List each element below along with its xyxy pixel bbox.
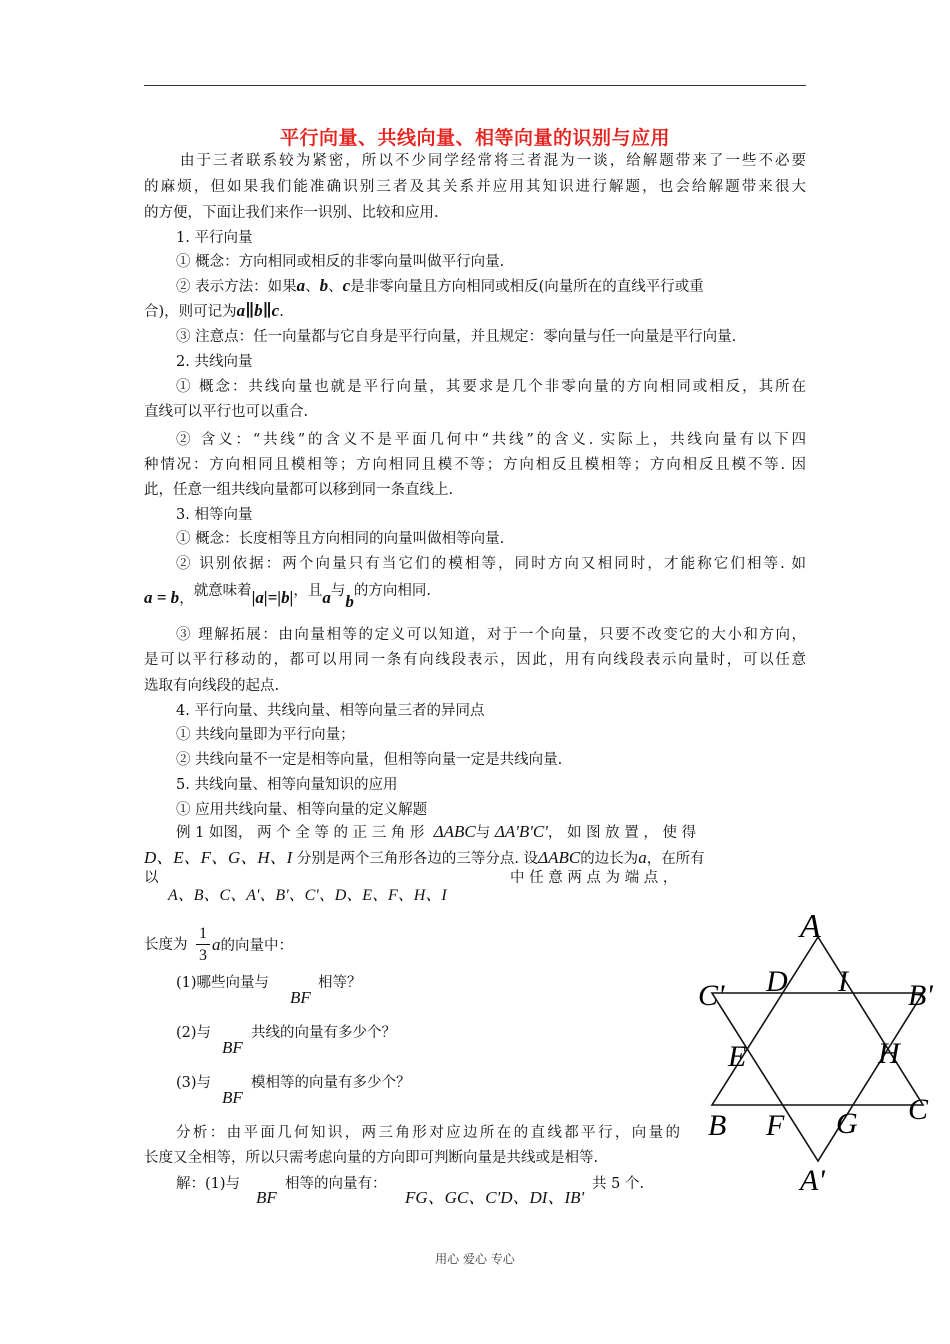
section-2-meaning-b: 种情况：方向相同且模相等；方向相同且模不等；方向相反且模相等；方向相反且模不等. 因 — [144, 457, 806, 473]
comma: ， — [179, 591, 194, 607]
question-1-text-b: 相等？ — [318, 975, 362, 991]
section-1-note: ③ 注意点：任一向量都与它自身是平行向量，并且规定：零向量与任一向量是平行向量. — [176, 329, 737, 345]
label-f: F — [766, 1109, 785, 1142]
example-text-f: 以 — [144, 870, 159, 886]
vector-c: c — [342, 276, 351, 295]
section-2-heading: 2. 共线向量 — [176, 354, 253, 370]
example-text-d: 的边长为 — [580, 851, 639, 867]
example-text-g: 中 任 意 两 点 为 端 点 ， — [510, 870, 678, 886]
solution-text-b: 相等的向量有： — [285, 1176, 387, 1192]
same-direction-text: 的方向相同. — [353, 583, 431, 599]
header-rule — [144, 85, 806, 86]
label-b: B — [708, 1109, 727, 1142]
all-points-list — [168, 884, 447, 908]
section-4-point-2: ② 共线向量不一定是相等向量，但相等向量一定是共线向量. — [176, 752, 563, 768]
question-2-vector: BF — [222, 1038, 243, 1057]
solution-vector: BF — [256, 1188, 277, 1207]
section-4-point-1: ① 共线向量即为平行向量； — [176, 727, 355, 743]
means-text: 就意味着 — [193, 583, 252, 599]
separator: 、 — [305, 279, 320, 295]
section-2-concept-b: 直线可以平行也可以重合. — [144, 404, 309, 420]
example-text-b: ， 如 图 放 置 ， 使 得 — [547, 825, 697, 841]
notation-text-c: 合)，则可记为 — [144, 304, 237, 320]
and-text: ，且 — [293, 583, 323, 599]
length-line — [212, 933, 293, 958]
label-h: H — [878, 1037, 900, 1070]
question-1-text-a: (1)哪些向量与 — [176, 975, 270, 991]
side-length: a — [638, 848, 647, 867]
all-points-text: A、B、C、A'、B'、C'、D、E、F、H、I — [168, 887, 447, 904]
analysis-line-1: 分析：由平面几何知识，两三角形对应边所在的直线都平行，向量的 — [176, 1125, 680, 1141]
question-2-text-b: 共线的向量有多少个？ — [251, 1025, 396, 1041]
intro-line-2: 的麻烦，但如果我们能准确识别三者及其关系并应用其知识进行解题，也会给解题带来很大 — [144, 179, 806, 195]
separator: 、 — [328, 279, 343, 295]
section-5-sub: ① 应用共线向量、相等向量的定义解题 — [176, 802, 428, 818]
with-text: 与 — [475, 825, 491, 841]
section-1-concept: ① 概念：方向相同或相反的非零向量叫做平行向量. — [176, 254, 505, 270]
label-e: E — [728, 1040, 747, 1073]
notation-end: . — [279, 304, 284, 320]
section-1-heading: 1. 平行向量 — [176, 230, 253, 246]
solution-text-a: 解：(1)与 — [176, 1176, 241, 1192]
section-2-meaning-a: ② 含义：“共线”的含义不是平面几何中“共线”的含义. 实际上，共线向量有以下四 — [176, 432, 806, 448]
section-3-basis-a: ② 识别依据：两个向量只有当它们的模相等，同时方向又相同时，才能称它们相等. 如 — [176, 556, 806, 572]
page-title: 平行向量、共线向量、相等向量的识别与应用 — [279, 127, 670, 149]
fraction-denominator: 3 — [199, 947, 207, 964]
vector-b: b — [319, 276, 329, 295]
vector-a: a — [322, 588, 331, 607]
label-g: G — [836, 1107, 858, 1140]
with-text: 与 — [330, 583, 346, 599]
hexagram-figure — [690, 905, 940, 1200]
fraction-variable: a — [212, 935, 221, 954]
question-3-text-a: (3)与 — [176, 1075, 212, 1091]
label-a-prime: A' — [800, 1164, 825, 1197]
section-3-basis-line — [144, 583, 431, 611]
section-3-ext-c: 选取有向线段的起点. — [144, 678, 280, 694]
fraction-numerator: 1 — [199, 925, 207, 942]
label-a: A — [800, 908, 821, 945]
label-b-prime: B' — [908, 979, 933, 1012]
solution-vector-list: FG、GC、C'D、DI、IB' — [405, 1188, 585, 1207]
section-1-notation-line-2 — [144, 299, 284, 324]
example-text-a: 例 1 如图， 两 个 全 等 的 正 三 角 形 — [176, 825, 425, 841]
section-2-meaning-c: 此，任意一组共线向量都可以移到同一条直线上. — [144, 482, 454, 498]
example-text-c: 分别是两个三角形各边的三等分点. 设 — [296, 851, 539, 867]
notation-text-a: ② 表示方法：如果 — [176, 279, 297, 295]
question-2-text-a: (2)与 — [176, 1025, 212, 1041]
example-line-1 — [176, 820, 696, 845]
analysis-line-2: 长度又全相等，所以只需考虑向量的方向即可判断向量是共线或是相等. — [144, 1150, 599, 1166]
triangle-abc: ΔABC — [433, 822, 476, 841]
parallel-notation: a∥b∥c — [236, 301, 280, 320]
section-5-heading: 5. 共线向量、相等向量知识的应用 — [176, 777, 398, 793]
question-1-vector: BF — [290, 988, 311, 1007]
length-text-b: 的向量中： — [220, 938, 293, 954]
triangle-abc-shape — [712, 937, 923, 1105]
section-3-ext-b: 是可以平行移动的，都可以用同一条有向线段表示，因此，用有向线段表示向量时，可以任意 — [144, 652, 806, 668]
section-4-heading: 4. 平行向量、共线向量、相等向量三者的异同点 — [176, 703, 485, 719]
page-footer: 用心 爱心 专心 — [435, 1252, 515, 1266]
question-3-vector: BF — [222, 1088, 243, 1107]
section-2-concept-a: ① 概念：共线向量也就是平行向量，其要求是几个非零向量的方向相同或相反，其所在 — [176, 379, 806, 395]
intro-line-1: 由于三者联系较为紧密，所以不少同学经常将三者混为一谈，给解题带来了一些不必要 — [180, 153, 806, 169]
intro-line-3: 的方便，下面让我们来作一识别、比较和应用. — [144, 205, 439, 221]
label-c: C — [908, 1093, 929, 1126]
triangle-abc-prime: ΔA'B'C' — [494, 822, 548, 841]
vector-a: a — [296, 276, 306, 295]
equality-a-b: a = b — [144, 588, 180, 607]
section-3-ext-a: ③ 理解拓展：由向量相等的定义可以知道，对于一个向量，只要不改变它的大小和方向， — [176, 627, 806, 643]
length-text-a: 长度为 — [144, 937, 188, 953]
fraction-bar — [196, 944, 210, 945]
points-list: D、E、F、G、H、I — [144, 848, 293, 867]
abs-equality: |a|=|b| — [251, 588, 294, 607]
triangle-abc-prime-shape — [712, 993, 923, 1161]
vector-b: b — [345, 592, 354, 611]
section-3-concept: ① 概念：长度相等且方向相同的向量叫做相等向量. — [176, 531, 505, 547]
triangle-abc: ΔABC — [538, 848, 581, 867]
solution-text-c: 共 5 个. — [592, 1176, 645, 1192]
label-i: I — [838, 965, 848, 998]
label-c-prime: C' — [698, 979, 725, 1012]
fraction-one-third — [196, 924, 210, 965]
label-d: D — [766, 965, 788, 998]
example-text-e: ，在所有 — [646, 851, 705, 867]
section-3-heading: 3. 相等向量 — [176, 507, 253, 523]
notation-text-b: 是非零向量且方向相同或相反(向量所在的直线平行或重 — [350, 279, 704, 295]
section-1-notation-line — [176, 274, 704, 299]
question-3-text-b: 模相等的向量有多少个？ — [251, 1075, 411, 1091]
